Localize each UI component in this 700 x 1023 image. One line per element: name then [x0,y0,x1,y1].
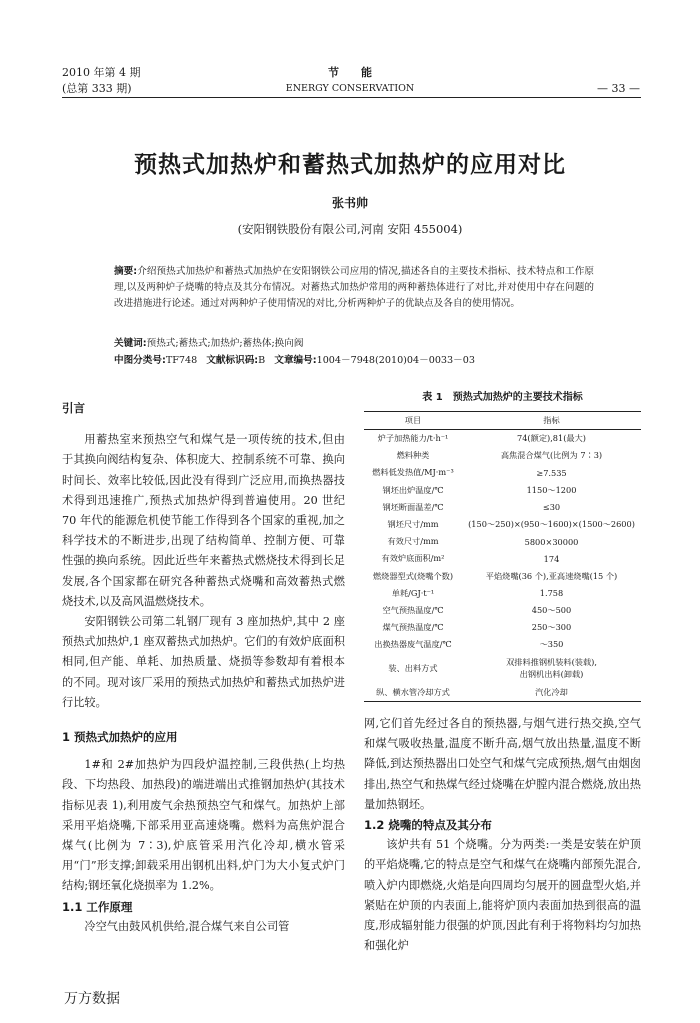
table-header-row [364,412,641,430]
section-1-2-heading: 1.2 烧嘴的特点及其分布 [364,818,492,833]
abstract-text: 介绍预热式加热炉和蓄热式加热炉在安阳钢铁公司应用的情况,描述各自的主要技术指标、技术特点和工作原理,以及两种炉子烧嘴的特点及其分布情况。对蓄热式加热炉常用的两种蓄热体进行了对比,并对使用中存在问题的改进措施进行论述。通过对两种炉子使用情况的对比,分析两种炉子的优缺点及各自的使用情况。 [114,266,594,309]
table-cell-index: 高焦混合煤气(比例为 7∶3) [500,450,603,461]
article-number-label: 文章编号: [274,355,317,366]
table-body [364,430,641,702]
intro-paragraph-2: 安阳钢铁公司第二轧钢厂现有 3 座加热炉,其中 2 座预热式加热炉,1 座双蓄热式加热炉。它们的有效炉底面积相同,但产能、单耗、加热质量、烧损等参数却有着根本的不同。现对该厂采用的预热式加热炉和蓄热式加热炉进行比较。 [62,615,345,709]
table-cell-index: ≥7.535 [536,467,567,478]
keywords-label: 关键词: [114,338,147,349]
table-row [364,636,641,653]
table-row [364,683,641,701]
table-cell-line: 出钢机出料(卸载) [519,669,584,680]
table-cell-item: 燃料低发热值/MJ·m⁻³ [372,467,454,478]
table-cell-item: 有效尺寸/mm [387,536,439,547]
section-1-2-paragraph: 该炉共有 51 个烧嘴。分为两类:一类是安装在炉顶的平焰烧嘴,它的特点是空气和煤气在烧嘴内部预先混合,喷入炉内即燃烧,火焰是向四周均匀展开的圆盘型火焰,并紧贴在炉顶的内表面上,能将炉顶内表面加热到很高的温度,形成辐射能力很强的炉顶,因此有利于将物料均匀加热和强化炉 [364,838,641,953]
table-row [364,447,641,464]
table-cell-index: 1.758 [539,588,564,599]
table-row [364,499,641,516]
table-cell-item: 钢坯断面温差/℃ [382,501,444,512]
section-1-paragraph: 1#和 2#加热炉为四段炉温控制,三段供热(上均热段、下均热段、加热段)的端进端出式推钢加热炉(其技术指标见表 1),利用废气余热预热空气和煤气。加热炉上部采用平焰烧嘴,下部采用亚高速烧嘴。燃料为高焦炉混合煤气(比例为 7∶3),炉底管采用汽化冷却,横水管采用“门”形支撑;卸载采用出钢机出料,炉门为大小复式炉门结构;钢坯氧化烧损率为 1.2%。 [62,758,345,893]
table-cell-index: 174 [543,553,560,564]
section-1-1-heading: 1.1 工作原理 [62,899,133,914]
table-1 [364,411,641,702]
left-column [62,398,345,937]
table-cell-index: (150～250)×(950～1600)×(1500～2600) [468,519,635,530]
table-row [364,585,641,602]
table-cell-item: 空气预热温度/℃ [382,604,444,615]
table-cell-line: 双排料推钢机装料(装载), [506,657,597,668]
table-cell-item: 装、出料方式 [388,662,438,673]
wanfang-watermark: 万方数据 [64,991,120,1007]
table-row [364,430,641,448]
keywords-text: 预热式;蓄热式;加热炉;蓄热体;换向阀 [146,338,304,349]
classification-line [114,353,614,369]
table-cell-index: 450～500 [531,604,572,615]
keywords [114,336,614,352]
table-cell-item: 钢坯尺寸/mm [387,519,439,530]
right-paragraph-continued: 网,它们首先经过各自的预热器,与烟气进行热交换,空气和煤气吸收热量,温度不断升高,烟气放出热量,温度不断降低,到达预热器出口处空气和煤气完成预热,烟气由烟囱排出,热空气和热煤气经过烧嘴在炉膛内混合燃烧,放出热量加热钢坯。 [364,717,641,811]
page-number: — 33 — [597,82,640,95]
table-cell-item: 出换热器废气温度/℃ [374,639,452,650]
author: 张书帅 [331,196,368,210]
table-cell-index: ≤30 [542,502,561,513]
abstract-label: 摘要: [114,266,138,277]
table-cell-item: 有效炉底面积/m² [381,553,445,564]
table-row [364,619,641,636]
header-rule [62,97,641,98]
table-header-index: 指标 [462,412,641,430]
table-cell-item: 燃烧器型式(烧嘴个数) [372,570,454,581]
affiliation: (安阳钢铁股份有限公司,河南 安阳 455004) [237,222,463,236]
abstract [114,264,594,312]
intro-paragraph-1: 用蓄热室来预热空气和煤气是一项传统的技术,但由于其换向阀结构复杂、体积庞大、控制系统不可靠、换向时间长、效率比较低,因此没有得到广泛应用,而换热器技术得到迅速推广,预热式加热炉得到普遍使用。20 世纪 70 年代的能源危机使节能工作得到各个国家的重视,加之科学技术的不断进步,出现了结构简单、控制方便、可靠性强的换向系统。因此近些年来蓄热式燃烧技术得到长足发展,各个国家都在研究各种蓄热式烧嘴和高效蓄热式燃烧技术,以及高风温燃烧技术。 [62,433,345,608]
table-row [364,653,641,683]
table-cell-index: 1150～1200 [526,484,577,495]
table-cell-index [462,653,641,683]
clc-label: 中图分类号: [114,355,166,366]
section-1-1-paragraph: 冷空气由鼓风机供给,混合煤气来自公司管 [84,919,290,933]
table-cell-item: 单耗/GJ·t⁻¹ [391,587,435,598]
article-number-value: 1004－7948(2010)04－0033－03 [316,355,475,366]
doc-code-label: 文献标识码: [206,355,259,366]
table-row [364,516,641,533]
table-cell-index: 250～300 [531,622,572,633]
table-cell-item: 煤气预热温度/℃ [382,622,444,633]
table-row [364,533,641,550]
table-row [364,482,641,499]
table-cell-index: 5800×30000 [524,536,579,547]
paper-title: 预热式加热炉和蓄热式加热炉的应用对比 [134,151,566,178]
issue-label: 2010 年第 4 期 [62,66,141,79]
doc-code-value: B [258,355,266,366]
intro-heading: 引言 [62,401,85,415]
table-row [364,568,641,585]
table-cell-item: 钢坯出炉温度/℃ [382,484,444,495]
right-column [364,714,641,956]
table-1-caption: 表 1 预热式加热炉的主要技术指标 [422,392,583,403]
total-issue-label: (总第 333 期) [62,82,132,95]
table-cell-item: 燃料种类 [396,450,430,461]
table-cell-item: 纵、横水管冷却方式 [364,683,462,701]
table-row [364,464,641,481]
table-cell-index: 平焰烧嘴(36 个),亚高速烧嘴(15 个) [485,570,618,581]
table-header-item: 项目 [364,412,462,430]
journal-title-en: ENERGY CONSERVATION [285,83,415,94]
table-cell-index: ～350 [539,639,564,650]
table-cell-index: 汽化冷却 [462,683,641,701]
clc-value: TF748 [165,355,198,366]
journal-title-cn: 节 能 [328,66,372,79]
table-row [364,602,641,619]
table-row [364,550,641,567]
table-cell-index: 74(额定),81(最大) [517,433,586,444]
section-1-heading: 1 预热式加热炉的应用 [62,730,178,745]
table-cell-item: 炉子加热能力/t·h⁻¹ [377,433,449,444]
